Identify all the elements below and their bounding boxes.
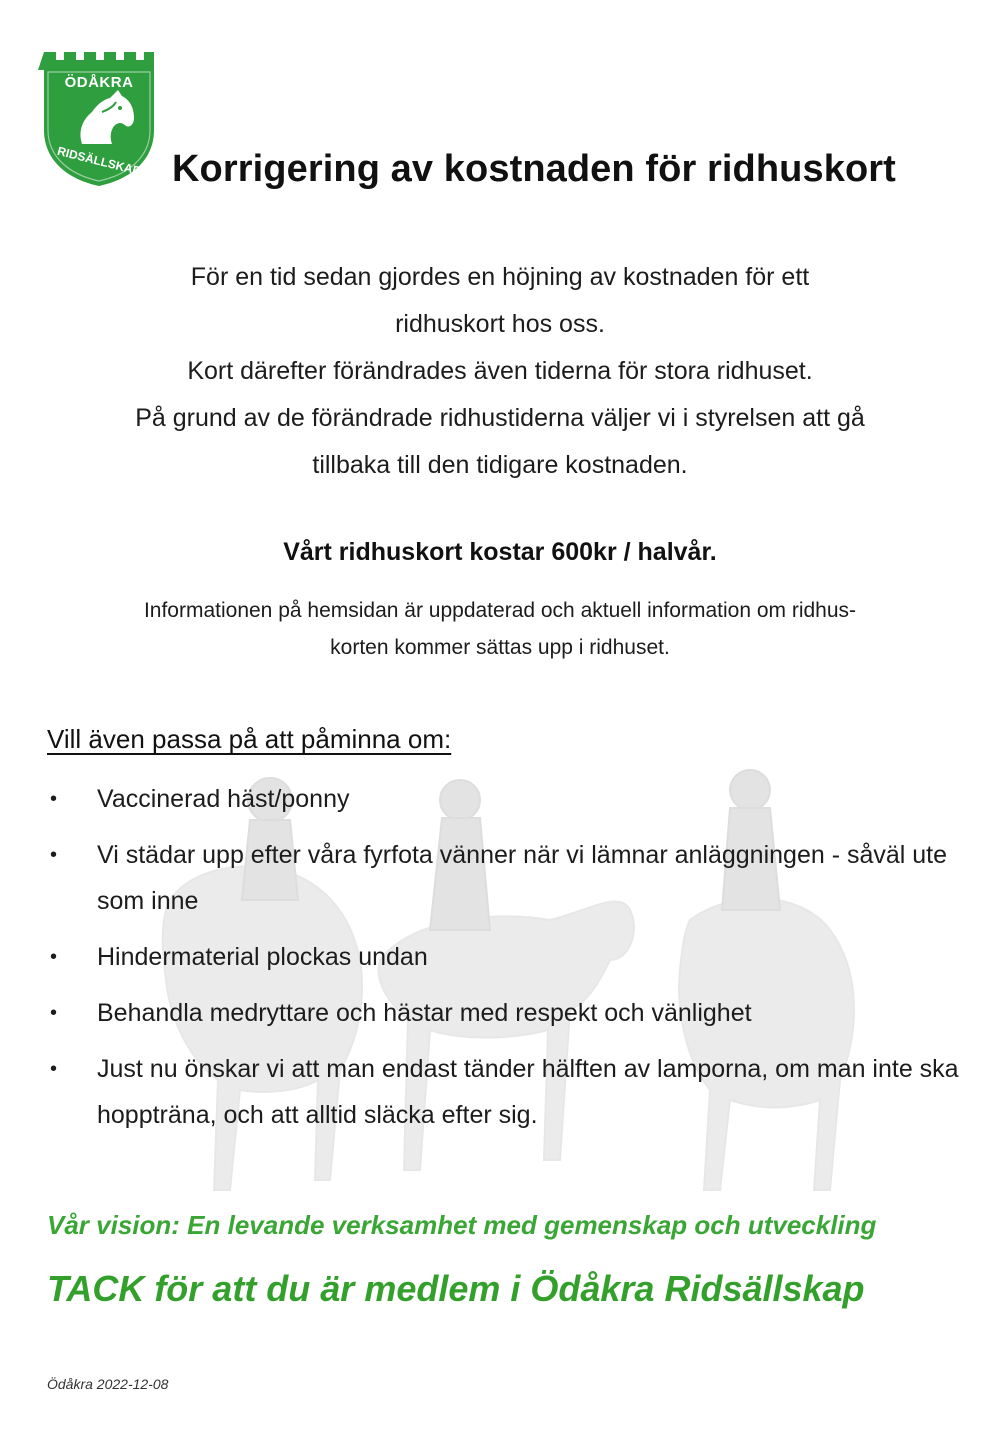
reminder-list	[40, 776, 960, 1138]
intro-paragraph	[60, 254, 940, 489]
intro-line: ridhuskort hos oss.	[395, 310, 605, 338]
reminder-text: Vi städar upp efter våra fyrfota vänner när vi lämnar anläggningen - såväl ute som inne	[97, 841, 948, 915]
reminder-text: Just nu önskar vi att man endast tänder hälften av lamporna, om man inte ska hoppträna, och att alltid släcka efter sig.	[97, 1055, 959, 1129]
reminder-text: Hindermaterial plockas undan	[97, 943, 428, 971]
price-statement: Vårt ridhuskort kostar 600kr / halvår.	[283, 538, 717, 566]
info-line: Informationen på hemsidan är uppdaterad och aktuell information om ridhus-	[143, 599, 857, 622]
logo-top-text: ÖDÅKRA	[64, 74, 134, 91]
list-item	[40, 990, 960, 1036]
bullet-icon: •	[50, 946, 58, 968]
list-item	[40, 1046, 960, 1138]
date-line: Ödåkra 2022-12-08	[47, 1376, 169, 1392]
bullet-icon: •	[50, 844, 58, 866]
reminder-text: Vaccinerad häst/ponny	[97, 785, 350, 813]
intro-line: För en tid sedan gjordes en höjning av kostnaden för ett	[190, 263, 810, 291]
list-item	[40, 934, 960, 980]
reminder-heading: Vill även passa på att påminna om:	[47, 724, 452, 754]
reminder-text: Behandla medryttare och hästar med respekt och vänlighet	[97, 999, 752, 1027]
intro-line: tillbaka till den tidigare kostnaden.	[312, 451, 688, 479]
list-item	[40, 776, 960, 822]
thanks-message: TACK för att du är medlem i Ödåkra Ridsällskap	[47, 1268, 865, 1309]
info-paragraph	[40, 592, 960, 666]
bullet-icon: •	[50, 788, 58, 810]
list-item	[40, 832, 960, 924]
intro-line: Kort därefter förändrades även tiderna för stora ridhuset.	[187, 357, 813, 385]
bullet-icon: •	[50, 1002, 58, 1024]
info-line: korten kommer sättas upp i ridhuset.	[330, 636, 670, 659]
club-logo	[38, 46, 160, 188]
intro-line: På grund av de förändrade ridhustiderna väljer vi i styrelsen att gå	[135, 404, 865, 432]
page-title: Korrigering av kostnaden för ridhuskort	[172, 148, 896, 190]
bullet-icon: •	[50, 1058, 58, 1080]
logo-bottom-text: RIDSÄLLSKAP	[55, 143, 143, 179]
vision-statement: Vår vision: En levande verksamhet med gemenskap och utveckling	[47, 1210, 877, 1240]
